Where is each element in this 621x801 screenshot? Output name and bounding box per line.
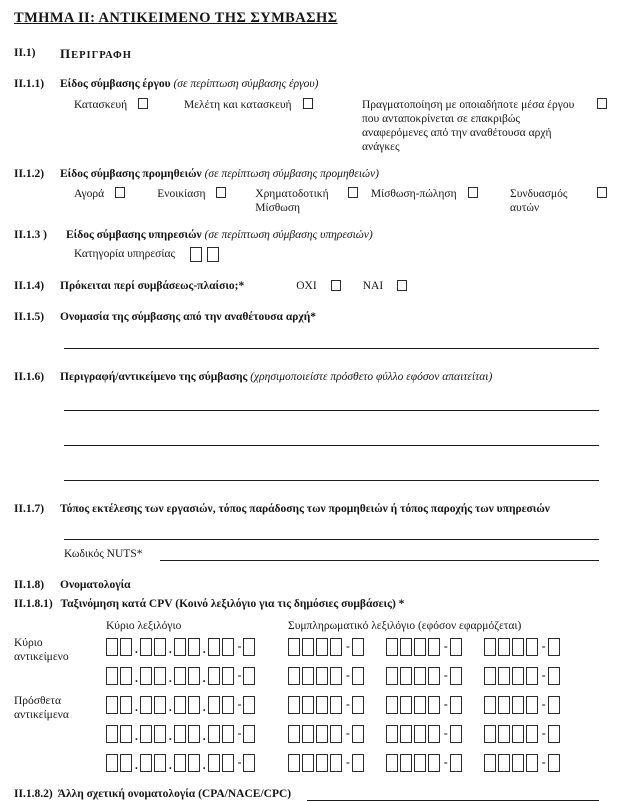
section-cpv-classification: [14, 597, 607, 611]
cpv-digit-box[interactable]: [484, 638, 496, 656]
cpv-digit-box[interactable]: [428, 725, 440, 743]
section-place-of-performance: [14, 502, 607, 516]
cpv-digit-box[interactable]: [120, 667, 132, 685]
option-realisation-by-any-means: [362, 98, 607, 154]
cpv-separator: -: [237, 699, 242, 712]
section-id: ΙΙ.1.3 ): [14, 228, 47, 241]
cpv-digit-box[interactable]: [428, 696, 440, 714]
section-id: ΙΙ.1.5): [14, 310, 45, 323]
cpv-separator: .: [135, 731, 138, 744]
cpv-digit-box[interactable]: [512, 667, 524, 685]
cpv-digit-box[interactable]: [548, 696, 560, 714]
contract-description-input-line[interactable]: [64, 468, 599, 481]
cpv-digit-box[interactable]: [450, 754, 462, 772]
option-label: Κατασκευή: [74, 98, 128, 111]
service-category-label: Κατηγορία υπηρεσίας: [74, 247, 176, 260]
cpv-supplementary-code: [484, 696, 562, 714]
cpv-main-code: [106, 637, 288, 657]
checkbox-yes[interactable]: [397, 280, 407, 291]
cpv-digit-box[interactable]: [414, 696, 426, 714]
cpv-supplementary-code: [386, 696, 464, 714]
cpv-digit-box[interactable]: [414, 638, 426, 656]
cpv-separator: .: [168, 702, 172, 715]
cpv-separator: .: [202, 760, 206, 773]
cpv-main-code: [106, 666, 288, 686]
cpv-digit-box[interactable]: [302, 725, 314, 743]
cpv-digit-box[interactable]: [140, 667, 152, 685]
cpv-digit-box[interactable]: [316, 754, 328, 772]
cpv-separator: -: [237, 641, 242, 654]
cpv-digit-box[interactable]: [222, 638, 234, 656]
works-contract-options: [74, 98, 607, 154]
contract-description-label: Περιγραφή/αντικείμενο της σύμβασης: [60, 370, 251, 383]
option-construction: [74, 98, 184, 154]
cpv-supplementary-code: [288, 754, 366, 772]
checkbox-design-and-construction[interactable]: [303, 98, 313, 109]
cpv-supplementary-code: [386, 667, 464, 685]
section-id: ΙΙ.1.2): [14, 167, 45, 180]
cpv-supplementary-code: [288, 667, 366, 685]
cpv-separator: -: [443, 641, 448, 654]
section-works-contract-type: [14, 77, 607, 91]
cpv-digit-box[interactable]: [208, 725, 220, 743]
section-id: ΙΙ.1.8): [14, 578, 45, 591]
cpv-main-code: [106, 753, 288, 773]
contract-description-input-line[interactable]: [64, 398, 599, 411]
cpv-separator: -: [346, 641, 350, 654]
section-id: ΙΙ.1.6): [14, 370, 45, 383]
cpv-digit-box[interactable]: [140, 754, 152, 772]
cpv-separator: -: [346, 699, 350, 712]
checkbox-construction[interactable]: [138, 98, 148, 109]
nuts-code-row: [64, 547, 599, 561]
service-category-digit-box[interactable]: [190, 247, 202, 262]
cpv-separator: -: [443, 699, 448, 712]
cpv-digit-box[interactable]: [386, 696, 398, 714]
cpv-digit-box[interactable]: [352, 754, 364, 772]
cpv-separator: -: [237, 728, 242, 741]
cpv-digit-box[interactable]: [352, 696, 364, 714]
cpv-digit-box[interactable]: [243, 725, 255, 743]
cpv-separator: -: [346, 728, 350, 741]
cpv-supplementary-code: [484, 725, 562, 743]
section-id: ΙΙ.1.8.2): [14, 787, 53, 800]
cpv-separator: -: [541, 670, 546, 683]
option-design-and-construction: [184, 98, 362, 154]
cpv-digit-box[interactable]: [450, 667, 462, 685]
cpv-digit-box[interactable]: [243, 667, 255, 685]
works-contract-label: Είδος σύμβασης έργου: [60, 78, 174, 91]
page-title: ΤΜΗΜΑ ΙΙ: ΑΝΤΙΚΕΙΜΕΝΟ ΤΗΣ ΣΥΜΒΑΣΗΣ: [14, 10, 338, 26]
cpv-digit-box[interactable]: [288, 754, 300, 772]
cpv-rows: [106, 636, 607, 781]
option-label: Ενοικίαση: [157, 187, 206, 200]
cpv-digit-box[interactable]: [154, 667, 166, 685]
cpv-digit-box[interactable]: [330, 667, 342, 685]
cpv-classification-label: Ταξινόμηση κατά CPV (Κοινό λεξιλόγιο για τις δημόσιες συμβάσεις) *: [60, 597, 405, 610]
cpv-digit-box[interactable]: [222, 725, 234, 743]
cpv-digit-box[interactable]: [316, 725, 328, 743]
contract-title-input-line[interactable]: [64, 336, 599, 349]
cpv-digit-box[interactable]: [106, 725, 118, 743]
cpv-digit-box[interactable]: [428, 667, 440, 685]
cpv-digit-box[interactable]: [120, 725, 132, 743]
contract-description-note: (χρησιμοποιείστε πρόσθετο φύλλο εφόσον απαιτείται): [250, 370, 493, 383]
cpv-digit-box[interactable]: [450, 696, 462, 714]
cpv-separator: .: [168, 644, 172, 657]
cpv-digit-box[interactable]: [386, 725, 398, 743]
cpv-digit-box[interactable]: [548, 754, 560, 772]
cpv-separator: .: [202, 702, 206, 715]
checkbox-realisation-by-any-means[interactable]: [597, 98, 607, 109]
cpv-digit-box[interactable]: [222, 696, 234, 714]
cpv-digit-box[interactable]: [120, 638, 132, 656]
cpv-digit-box[interactable]: [174, 696, 186, 714]
option-label: Μίσθωση-πώληση: [370, 187, 457, 200]
place-of-performance-input-line[interactable]: [64, 527, 599, 540]
checkbox-rent[interactable]: [216, 187, 226, 198]
cpv-row-labels: [14, 636, 106, 781]
services-contract-note: (σε περίπτωση σύμβασης υπηρεσιών): [204, 228, 373, 241]
cpv-digit-box[interactable]: [140, 725, 152, 743]
cpv-digit-box[interactable]: [386, 667, 398, 685]
cpv-digit-box[interactable]: [512, 638, 524, 656]
cpv-separator: .: [135, 760, 138, 773]
cpv-digit-box[interactable]: [526, 667, 538, 685]
cpv-digit-box[interactable]: [288, 696, 300, 714]
cpv-digit-box[interactable]: [154, 754, 166, 772]
cpv-digit-box[interactable]: [352, 667, 364, 685]
other-nomenclature-input-line[interactable]: [307, 788, 599, 801]
option-lease: [255, 187, 371, 215]
cpv-digit-box[interactable]: [526, 725, 538, 743]
cpv-digit-box[interactable]: [484, 725, 496, 743]
nomenclature-label: Ονοματολογία: [60, 578, 131, 591]
cpv-digit-box[interactable]: [106, 754, 118, 772]
cpv-separator: .: [202, 673, 206, 686]
section-id: ΙΙ.1): [14, 46, 36, 59]
cpv-digit-box[interactable]: [400, 696, 412, 714]
cpv-digit-box[interactable]: [222, 754, 234, 772]
section-description: [14, 46, 607, 63]
cpv-digit-box[interactable]: [120, 696, 132, 714]
cpv-separator: .: [168, 673, 172, 686]
cpv-digit-box[interactable]: [106, 696, 118, 714]
framework-yes-option: [363, 279, 407, 293]
nuts-code-label: Κωδικός NUTS*: [64, 547, 143, 560]
yes-label: ΝΑΙ: [362, 279, 384, 292]
service-category-row: [74, 247, 607, 262]
framework-no-option: [296, 279, 340, 293]
supplies-contract-label: Είδος σύμβασης προμηθειών: [60, 167, 205, 180]
cpv-digit-box[interactable]: [154, 638, 166, 656]
cpv-digit-box[interactable]: [154, 725, 166, 743]
cpv-digit-box[interactable]: [243, 754, 255, 772]
cpv-digit-box[interactable]: [288, 667, 300, 685]
cpv-digit-box[interactable]: [548, 725, 560, 743]
cpv-digit-box[interactable]: [414, 667, 426, 685]
cpv-digit-box[interactable]: [386, 638, 398, 656]
cpv-digit-box[interactable]: [450, 638, 462, 656]
works-contract-note: (σε περίπτωση σύμβασης έργου): [173, 78, 319, 91]
cpv-digit-box[interactable]: [498, 725, 510, 743]
checkbox-no[interactable]: [331, 280, 341, 291]
cpv-supplementary-vocabulary-header: Συμπληρωματικό λεξιλόγιο (εφόσον εφαρμόζεται): [288, 619, 522, 632]
checkbox-combination[interactable]: [597, 187, 607, 198]
cpv-supplementary-code: [288, 696, 366, 714]
cpv-supplementary-code: [386, 725, 464, 743]
cpv-digit-box[interactable]: [140, 638, 152, 656]
cpv-separator: -: [541, 641, 546, 654]
cpv-separator: -: [443, 757, 448, 770]
cpv-digit-box[interactable]: [243, 638, 255, 656]
cpv-supplementary-code: [386, 754, 464, 772]
section-nomenclature: [14, 578, 607, 592]
cpv-code-row: [106, 723, 607, 746]
cpv-main-code: [106, 724, 288, 744]
cpv-digit-box[interactable]: [316, 638, 328, 656]
cpv-digit-box[interactable]: [208, 638, 220, 656]
cpv-digit-box[interactable]: [188, 667, 200, 685]
option-label: Χρηματοδοτική Μίσθωση: [255, 187, 329, 214]
cpv-supplementary-code: [484, 667, 562, 685]
cpv-separator: .: [135, 673, 138, 686]
cpv-digit-box[interactable]: [450, 725, 462, 743]
cpv-digit-box[interactable]: [154, 696, 166, 714]
cpv-separator: .: [135, 702, 138, 715]
cpv-code-row: [106, 665, 607, 688]
cpv-separator: -: [346, 670, 350, 683]
cpv-digit-box[interactable]: [498, 696, 510, 714]
cpv-digit-box[interactable]: [400, 725, 412, 743]
cpv-digit-box[interactable]: [386, 754, 398, 772]
cpv-main-vocabulary-header: Κύριο λεξιλόγιο: [106, 619, 182, 632]
cpv-supplementary-code: [386, 638, 464, 656]
cpv-supplementary-code: [288, 638, 366, 656]
place-of-performance-label: Τόπος εκτέλεσης των εργασιών, τόπος παράδοσης των προμηθειών ή τόπος παροχής των υπηρεσιών: [60, 502, 550, 515]
section-framework-agreement: [14, 279, 607, 293]
cpv-digit-box[interactable]: [208, 696, 220, 714]
cpv-digit-box[interactable]: [330, 638, 342, 656]
cpv-separator: -: [443, 670, 448, 683]
section-id: ΙΙ.1.7): [14, 502, 45, 515]
section-id: ΙΙ.1.4): [14, 279, 45, 292]
cpv-code-row: [106, 636, 607, 659]
cpv-digit-box[interactable]: [316, 696, 328, 714]
option-combination: [510, 187, 607, 215]
service-category-digit-box[interactable]: [207, 247, 219, 262]
cpv-digit-box[interactable]: [352, 725, 364, 743]
cpv-separator: -: [541, 699, 546, 712]
cpv-separator: .: [202, 644, 206, 657]
cpv-digit-box[interactable]: [400, 667, 412, 685]
checkbox-hire-purchase[interactable]: [468, 187, 478, 198]
cpv-digit-box[interactable]: [174, 638, 186, 656]
checkbox-lease[interactable]: [348, 187, 358, 198]
cpv-separator: -: [346, 757, 350, 770]
cpv-additional-objects-label: Πρόσθετα αντικείμενα: [14, 694, 69, 721]
cpv-digit-box[interactable]: [548, 667, 560, 685]
cpv-digit-box[interactable]: [188, 696, 200, 714]
cpv-digit-box[interactable]: [222, 667, 234, 685]
option-label: Πραγματοποίηση με οποιαδήποτε μέσα έργου που ανταποκρίνεται σε επακριβώς αναφερόμενες από την αναθέτουσα αρχή ανάγκες: [362, 98, 575, 153]
cpv-separator: .: [168, 731, 172, 744]
cpv-code-row: [106, 694, 607, 717]
cpv-digit-box[interactable]: [288, 725, 300, 743]
section-other-nomenclature: [14, 787, 599, 801]
services-contract-label: Είδος σύμβασης υπηρεσιών: [66, 228, 205, 241]
cpv-digit-box[interactable]: [208, 667, 220, 685]
cpv-supplementary-code: [484, 638, 562, 656]
other-nomenclature-label: Άλλη σχετική ονοματολογία (CPA/NACE/CPC): [57, 787, 292, 800]
cpv-digit-box[interactable]: [174, 725, 186, 743]
section-contract-description: [14, 370, 607, 384]
no-label: ΟΧΙ: [296, 279, 317, 292]
cpv-separator: -: [237, 670, 242, 683]
cpv-digit-box[interactable]: [414, 725, 426, 743]
cpv-digit-box[interactable]: [188, 638, 200, 656]
section-supplies-contract-type: [14, 167, 607, 181]
cpv-digit-box[interactable]: [526, 754, 538, 772]
cpv-digit-box[interactable]: [188, 754, 200, 772]
cpv-digit-box[interactable]: [140, 696, 152, 714]
cpv-separator: .: [135, 644, 138, 657]
cpv-digit-box[interactable]: [526, 696, 538, 714]
cpv-table: [14, 636, 607, 781]
cpv-digit-box[interactable]: [484, 667, 496, 685]
section-description-title: ΠΕΡΙΓΡΑΦΗ: [60, 45, 132, 61]
cpv-digit-box[interactable]: [243, 696, 255, 714]
cpv-digit-box[interactable]: [188, 725, 200, 743]
section-services-contract-type: [14, 228, 607, 242]
option-purchase: [74, 187, 157, 215]
section-id: ΙΙ.1.1): [14, 78, 45, 91]
checkbox-purchase[interactable]: [115, 187, 125, 198]
cpv-digit-box[interactable]: [428, 638, 440, 656]
option-label: Μελέτη και κατασκευή: [184, 98, 292, 111]
cpv-digit-box[interactable]: [106, 638, 118, 656]
cpv-column-headers: [106, 619, 607, 633]
section-contract-title: [14, 310, 607, 324]
option-label: Αγορά: [74, 187, 105, 200]
cpv-digit-box[interactable]: [302, 754, 314, 772]
cpv-digit-box[interactable]: [316, 667, 328, 685]
cpv-digit-box[interactable]: [174, 754, 186, 772]
cpv-digit-box[interactable]: [498, 667, 510, 685]
cpv-code-row: [106, 752, 607, 775]
cpv-digit-box[interactable]: [400, 638, 412, 656]
cpv-digit-box[interactable]: [330, 696, 342, 714]
cpv-separator: .: [168, 760, 172, 773]
supplies-contract-options: [74, 187, 607, 215]
cpv-digit-box[interactable]: [498, 754, 510, 772]
cpv-separator: -: [443, 728, 448, 741]
cpv-digit-box[interactable]: [498, 638, 510, 656]
cpv-separator: .: [202, 731, 206, 744]
cpv-digit-box[interactable]: [512, 696, 524, 714]
cpv-main-object-label: Κύριο αντικείμενο: [14, 636, 69, 663]
cpv-digit-box[interactable]: [512, 725, 524, 743]
cpv-digit-box[interactable]: [302, 667, 314, 685]
cpv-digit-box[interactable]: [174, 667, 186, 685]
cpv-digit-box[interactable]: [330, 725, 342, 743]
section-id: ΙΙ.1.8.1): [14, 597, 53, 610]
nuts-code-input-line[interactable]: [160, 548, 599, 561]
cpv-digit-box[interactable]: [302, 638, 314, 656]
cpv-main-code: [106, 695, 288, 715]
cpv-digit-box[interactable]: [512, 754, 524, 772]
option-hire-purchase: [371, 187, 510, 215]
cpv-digit-box[interactable]: [120, 754, 132, 772]
cpv-supplementary-code: [484, 754, 562, 772]
option-rent: [157, 187, 255, 215]
contract-description-input-line[interactable]: [64, 433, 599, 446]
cpv-separator: -: [541, 728, 546, 741]
cpv-digit-box[interactable]: [526, 638, 538, 656]
contract-title-label: Ονομασία της σύμβασης από την αναθέτουσα αρχή*: [60, 310, 316, 323]
cpv-digit-box[interactable]: [548, 638, 560, 656]
cpv-digit-box[interactable]: [330, 754, 342, 772]
cpv-separator: -: [541, 757, 546, 770]
framework-question-label: Πρόκειται περί συμβάσεως-πλαίσιο;*: [60, 279, 245, 292]
cpv-digit-box[interactable]: [428, 754, 440, 772]
cpv-separator: -: [237, 757, 242, 770]
supplies-contract-note: (σε περίπτωση σύμβασης προμηθειών): [204, 167, 379, 180]
cpv-digit-box[interactable]: [484, 696, 496, 714]
cpv-digit-box[interactable]: [484, 754, 496, 772]
cpv-digit-box[interactable]: [400, 754, 412, 772]
option-label: Συνδυασμός αυτών: [510, 187, 568, 214]
cpv-digit-box[interactable]: [352, 638, 364, 656]
cpv-digit-box[interactable]: [414, 754, 426, 772]
cpv-digit-box[interactable]: [302, 696, 314, 714]
cpv-supplementary-code: [288, 725, 366, 743]
cpv-digit-box[interactable]: [106, 667, 118, 685]
cpv-digit-box[interactable]: [208, 754, 220, 772]
cpv-digit-box[interactable]: [288, 638, 300, 656]
